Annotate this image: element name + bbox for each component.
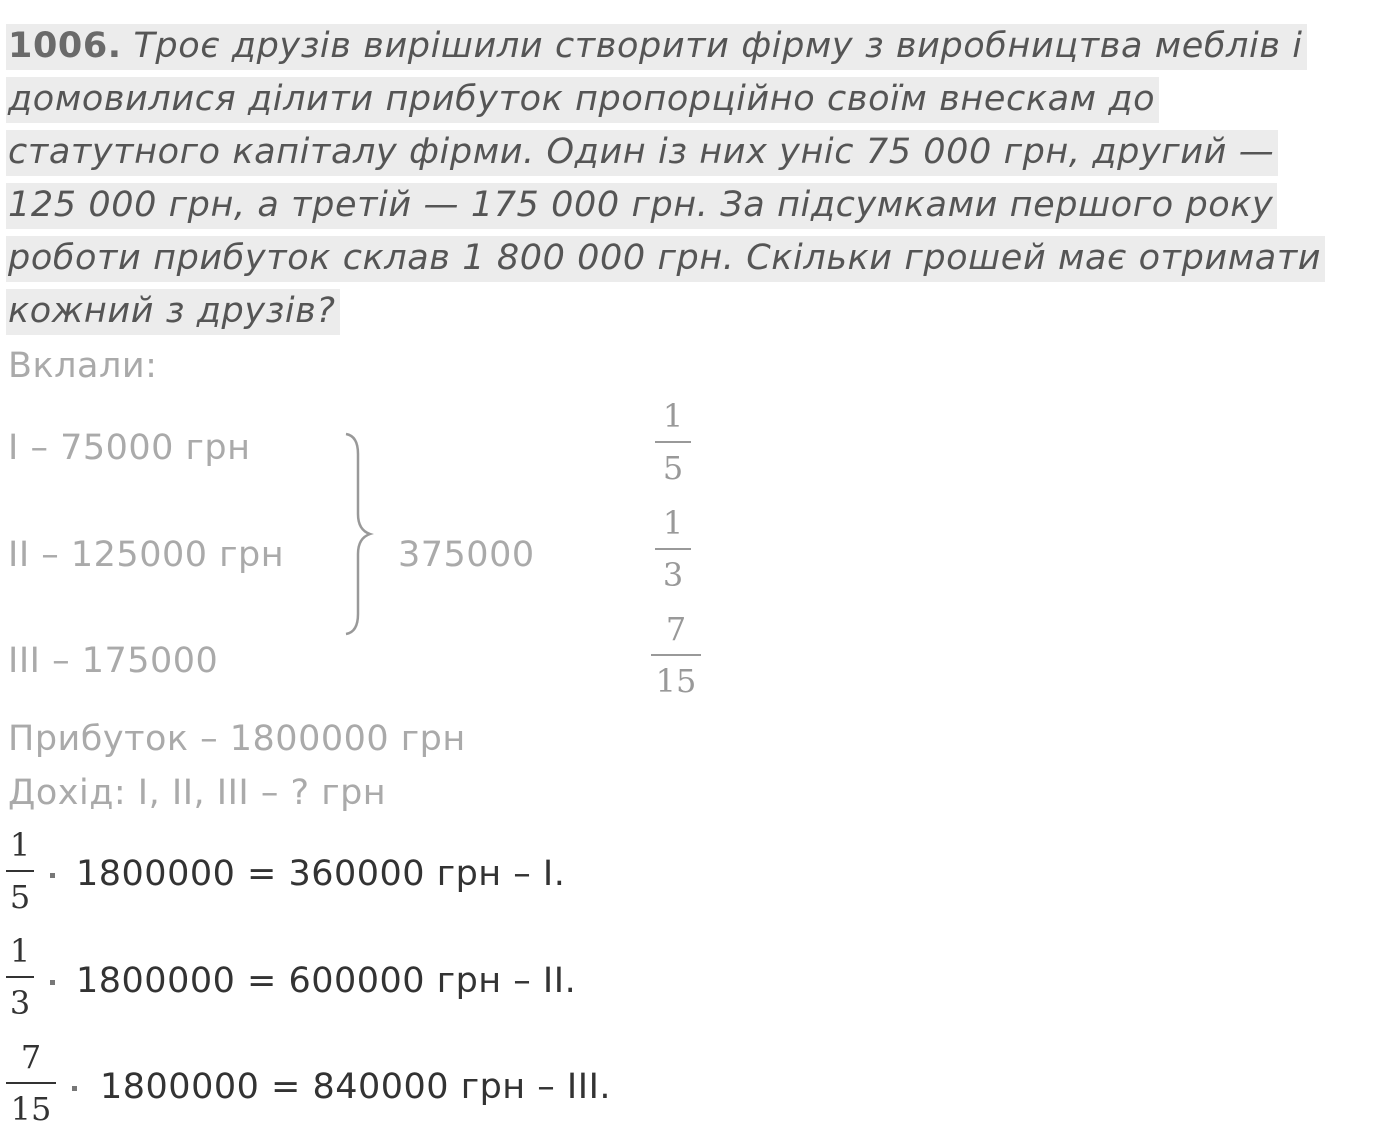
contribution-1: I – 75000 грн: [8, 428, 251, 468]
problem-text: роботи прибуток склав 1 800 000 грн. Скільки грошей має отримати: [6, 236, 1325, 282]
fraction-denominator: 3: [9, 984, 31, 1022]
problem-text: Троє друзів вирішили створити фірму з виробництва меблів і: [133, 26, 1303, 66]
multiply-dot: [50, 873, 55, 878]
problem-text: 125 000 грн, а третій — 175 000 грн. За підсумками першого року: [6, 183, 1277, 229]
share-fraction-1: [655, 398, 691, 486]
fraction-bar: [6, 976, 34, 978]
fraction-numerator: 1: [9, 826, 31, 864]
fraction-denominator: 5: [662, 449, 684, 487]
fraction-denominator: 15: [10, 1090, 52, 1128]
calc-line-1: 1800000 = 360000 грн – I.: [76, 854, 566, 894]
problem-line: [6, 232, 1386, 285]
calc-fraction-1: [6, 827, 34, 915]
problem-line: [6, 126, 1386, 179]
problem-text: кожний з друзів?: [6, 289, 340, 335]
fraction-numerator: 7: [665, 610, 687, 648]
problem-line: [6, 285, 1386, 338]
share-fraction-3: [651, 611, 701, 699]
multiply-dot: [50, 980, 55, 985]
profit-line: Прибуток – 1800000 грн: [8, 719, 466, 759]
problem-line: [6, 20, 1386, 73]
calc-fraction-3: [6, 1039, 56, 1127]
contribution-3: III – 175000: [8, 641, 219, 681]
income-line: Дохід: I, II, III – ? грн: [8, 773, 387, 813]
multiply-dot: [72, 1086, 77, 1091]
total-investment: 375000: [398, 535, 535, 575]
fraction-numerator: 1: [9, 932, 31, 970]
fraction-numerator: 7: [20, 1038, 42, 1076]
fraction-bar: [655, 441, 691, 443]
problem-statement: [6, 20, 1386, 338]
problem-line: [6, 73, 1386, 126]
fraction-bar: [651, 654, 701, 656]
invested-label: Вклали:: [8, 346, 158, 386]
fraction-bar: [655, 548, 691, 550]
fraction-numerator: 1: [662, 397, 684, 435]
fraction-denominator: 15: [655, 662, 697, 700]
problem-line: [6, 179, 1386, 232]
calc-line-2: 1800000 = 600000 грн – II.: [76, 961, 577, 1001]
fraction-numerator: 1: [662, 504, 684, 542]
calc-fraction-2: [6, 933, 34, 1021]
fraction-bar: [6, 870, 34, 872]
fraction-denominator: 5: [9, 878, 31, 916]
fraction-denominator: 3: [662, 556, 684, 594]
contribution-2: II – 125000 грн: [8, 535, 285, 575]
brace-icon: [338, 430, 378, 638]
calc-line-3: 1800000 = 840000 грн – III.: [100, 1067, 612, 1107]
problem-number: 1006.: [8, 26, 122, 66]
share-fraction-2: [655, 505, 691, 593]
problem-text: статутного капіталу фірми. Один із них уніс 75 000 грн, другий —: [6, 130, 1278, 176]
fraction-bar: [6, 1082, 56, 1084]
problem-text: домовилися ділити прибуток пропорційно своїм внескам до: [6, 77, 1159, 123]
